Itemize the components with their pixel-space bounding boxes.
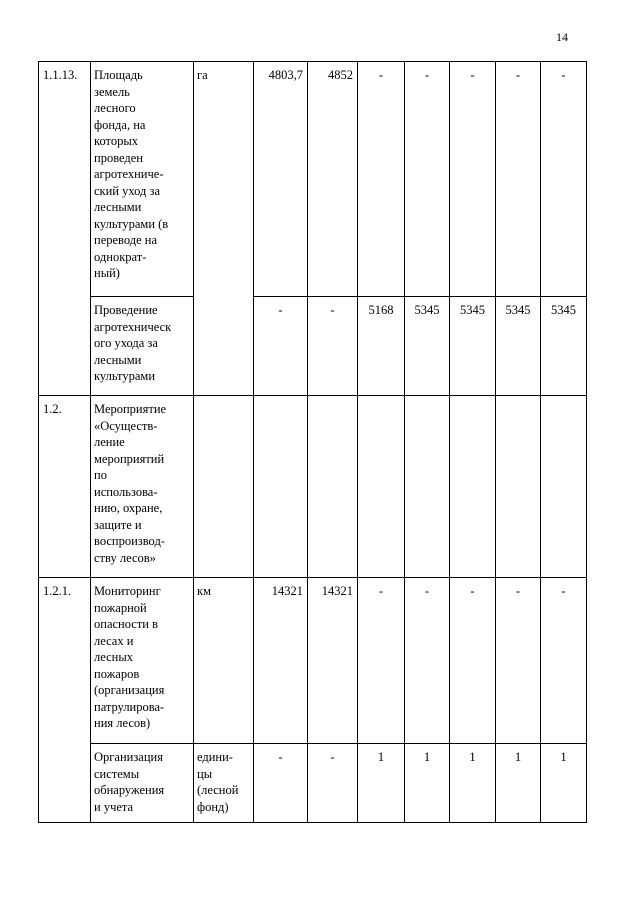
value-cell xyxy=(450,396,496,578)
value-cell: 1 xyxy=(405,744,450,823)
indicators-table xyxy=(38,61,587,823)
table-row xyxy=(39,297,587,396)
row-number-cell: 1.1.13. xyxy=(39,62,91,396)
table-row xyxy=(39,744,587,823)
value-cell: - xyxy=(496,62,541,297)
value-cell: 1 xyxy=(358,744,405,823)
value-cell xyxy=(358,396,405,578)
value-cell: 1 xyxy=(541,744,587,823)
value-cell xyxy=(254,396,308,578)
table-row xyxy=(39,396,587,578)
value-cell: 1 xyxy=(450,744,496,823)
value-cell: 5345 xyxy=(541,297,587,396)
value-cell xyxy=(496,396,541,578)
value-cell: - xyxy=(405,578,450,744)
indicator-name-cell: Организация системы обнаружения и учета xyxy=(91,744,194,823)
value-cell: - xyxy=(358,62,405,297)
value-cell: - xyxy=(308,744,358,823)
page-number: 14 xyxy=(556,30,568,44)
value-cell: - xyxy=(308,297,358,396)
value-cell: - xyxy=(450,578,496,744)
indicator-name-cell: Площадь земель лесного фонда, на которых проведен агротехниче- ский уход за лесными культурами (в переводе на однократ- ный) xyxy=(91,62,194,297)
value-cell: 14321 xyxy=(254,578,308,744)
table-row xyxy=(39,578,587,744)
unit-cell xyxy=(194,396,254,578)
value-cell: - xyxy=(405,62,450,297)
value-cell: - xyxy=(450,62,496,297)
value-cell: - xyxy=(496,578,541,744)
value-cell: 5345 xyxy=(450,297,496,396)
value-cell: - xyxy=(541,578,587,744)
value-cell xyxy=(308,396,358,578)
value-cell: 5345 xyxy=(405,297,450,396)
value-cell: 5345 xyxy=(496,297,541,396)
value-cell xyxy=(541,396,587,578)
value-cell: 4803,7 xyxy=(254,62,308,297)
unit-cell: км xyxy=(194,578,254,744)
row-number-cell: 1.2. xyxy=(39,396,91,578)
value-cell: 4852 xyxy=(308,62,358,297)
value-cell xyxy=(405,396,450,578)
value-cell: - xyxy=(254,297,308,396)
value-cell: - xyxy=(541,62,587,297)
value-cell: 1 xyxy=(496,744,541,823)
indicator-name-cell: Мониторинг пожарной опасности в лесах и лесных пожаров (организация патрулирова- ния лесов) xyxy=(91,578,194,744)
value-cell: - xyxy=(254,744,308,823)
table-row xyxy=(39,62,587,297)
indicator-name-cell: Проведение агротехническ ого ухода за лесными культурами xyxy=(91,297,194,396)
value-cell: - xyxy=(358,578,405,744)
value-cell: 14321 xyxy=(308,578,358,744)
row-number-cell: 1.2.1. xyxy=(39,578,91,823)
unit-cell: едини- цы (лесной фонд) xyxy=(194,744,254,823)
indicator-name-cell: Мероприятие «Осуществ- ление мероприятий по использова- нию, охране, защите и воспроизвод- ству лесов» xyxy=(91,396,194,578)
value-cell: 5168 xyxy=(358,297,405,396)
unit-cell: га xyxy=(194,62,254,396)
